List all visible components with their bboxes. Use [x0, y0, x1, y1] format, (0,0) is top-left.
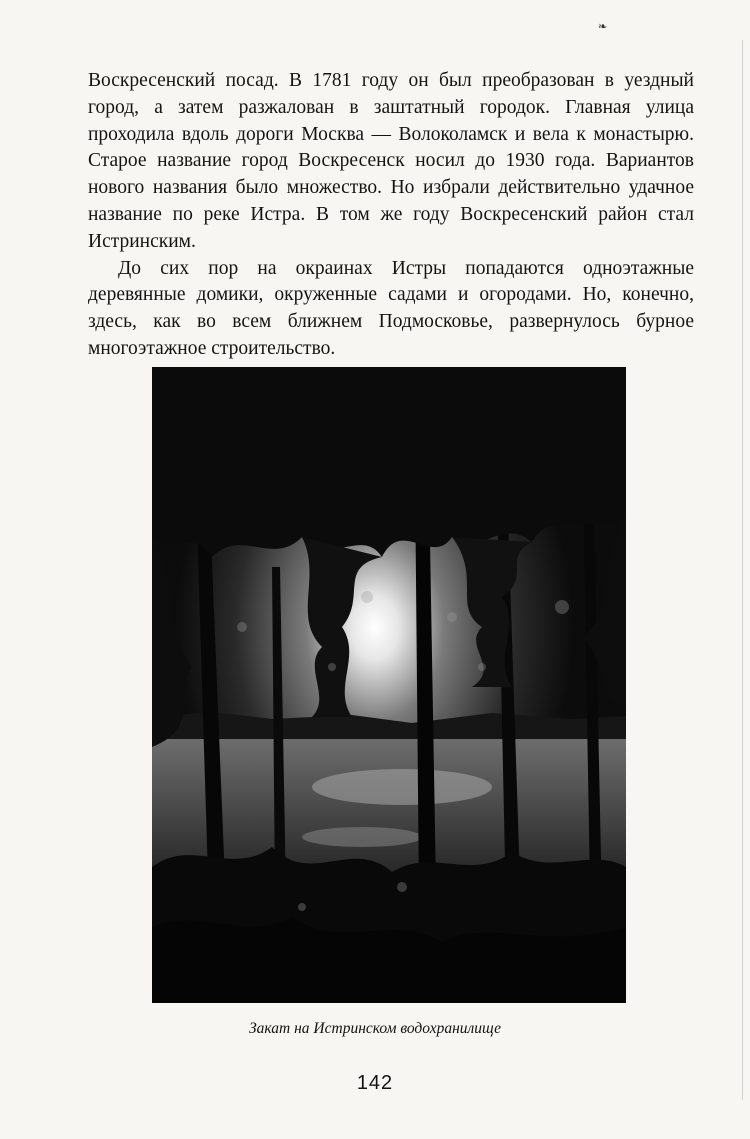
paragraph-2: До сих пор на окраинах Истры попадаются одноэтажные деревянные домики, окруженные садами и огородами. Но, конечно, здесь, как во всем ближнем Подмосковье, развернулось бурное многоэтажное строительство. [88, 257, 694, 359]
print-speck: ❧ [598, 21, 608, 33]
sunset-photo [152, 367, 626, 1003]
paragraph-1: Воскресенский посад. В 1781 году он был преобразован в уездный город, а затем разжалован в заштатный городок. Главная улица проходила вдоль дороги Москва — Волоколамск и вела к монастырю. Старое название город Воскресенск носил до 1930 года. Вариантов нового названия было множество. Но избрали действительно удачное название по реке Истра. В том же году Воскресенский район стал Истринским. [88, 70, 694, 252]
sunset-photo-drawing [152, 367, 626, 1003]
page-number: 142 [356, 1072, 394, 1094]
body-text [88, 68, 694, 363]
photo-caption: Закат на Истринском водохранилище [249, 1020, 501, 1037]
page-edge [742, 40, 743, 1100]
